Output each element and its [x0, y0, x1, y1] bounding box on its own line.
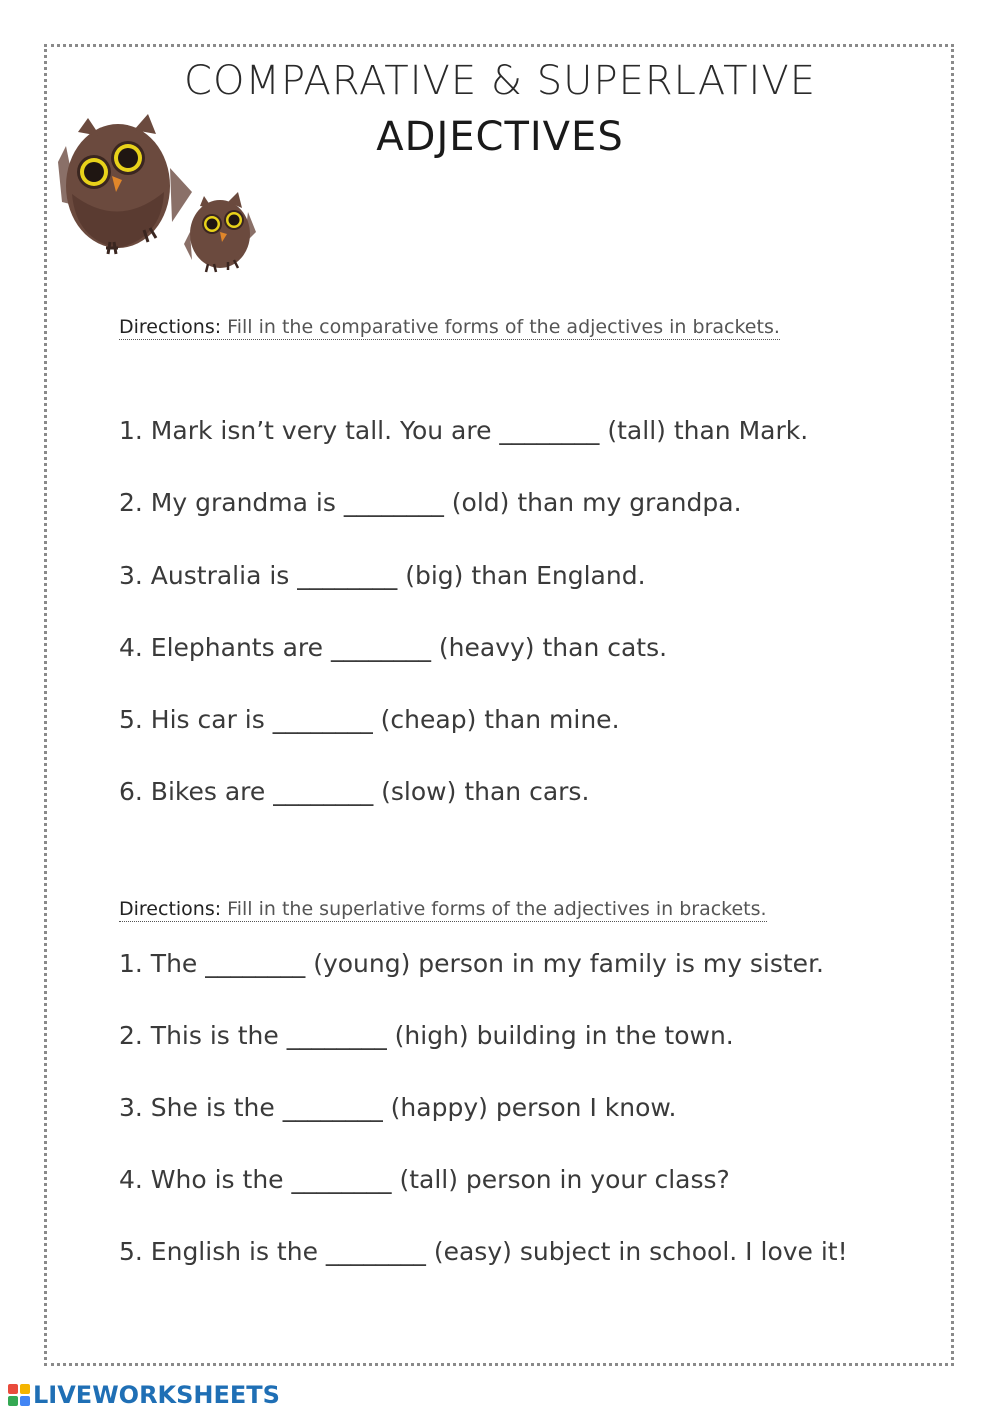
directions-comparative [119, 316, 780, 340]
directions-text: Fill in the superlative forms of the adjectives in brackets. [221, 898, 767, 920]
comparative-item-6: 6. Bikes are ________ (slow) than cars. [119, 777, 590, 806]
logo-text: LIVEWORKSHEETS [33, 1381, 280, 1409]
comparative-item-1: 1. Mark isn’t very tall. You are ________ (tall) than Mark. [119, 416, 809, 445]
comparative-item-4: 4. Elephants are ________ (heavy) than cats. [119, 633, 668, 662]
owl-large-icon [58, 114, 192, 254]
superlative-item-1: 1. The ________ (young) person in my family is my sister. [119, 949, 824, 978]
owl-small-icon [184, 192, 256, 272]
superlative-item-3: 3. She is the ________ (happy) person I know. [119, 1093, 677, 1122]
superlative-item-5: 5. English is the ________ (easy) subject in school. I love it! [119, 1237, 848, 1266]
owls-illustration [52, 110, 262, 280]
title-line-1: COMPARATIVE & SUPERLATIVE [184, 58, 816, 104]
directions-superlative [119, 898, 767, 922]
comparative-item-3: 3. Australia is ________ (big) than England. [119, 561, 646, 590]
title-line-2: ADJECTIVES [376, 114, 624, 160]
superlative-item-2: 2. This is the ________ (high) building in the town. [119, 1021, 734, 1050]
comparative-item-2: 2. My grandma is ________ (old) than my grandpa. [119, 488, 742, 517]
liveworksheets-logo[interactable] [8, 1382, 280, 1408]
comparative-item-5: 5. His car is ________ (cheap) than mine. [119, 705, 620, 734]
liveworksheets-logo-icon [8, 1384, 30, 1406]
superlative-item-4: 4. Who is the ________ (tall) person in your class? [119, 1165, 730, 1194]
directions-label: Directions: [119, 898, 222, 920]
directions-text: Fill in the comparative forms of the adjectives in brackets. [221, 316, 780, 338]
directions-label: Directions: [119, 316, 222, 338]
